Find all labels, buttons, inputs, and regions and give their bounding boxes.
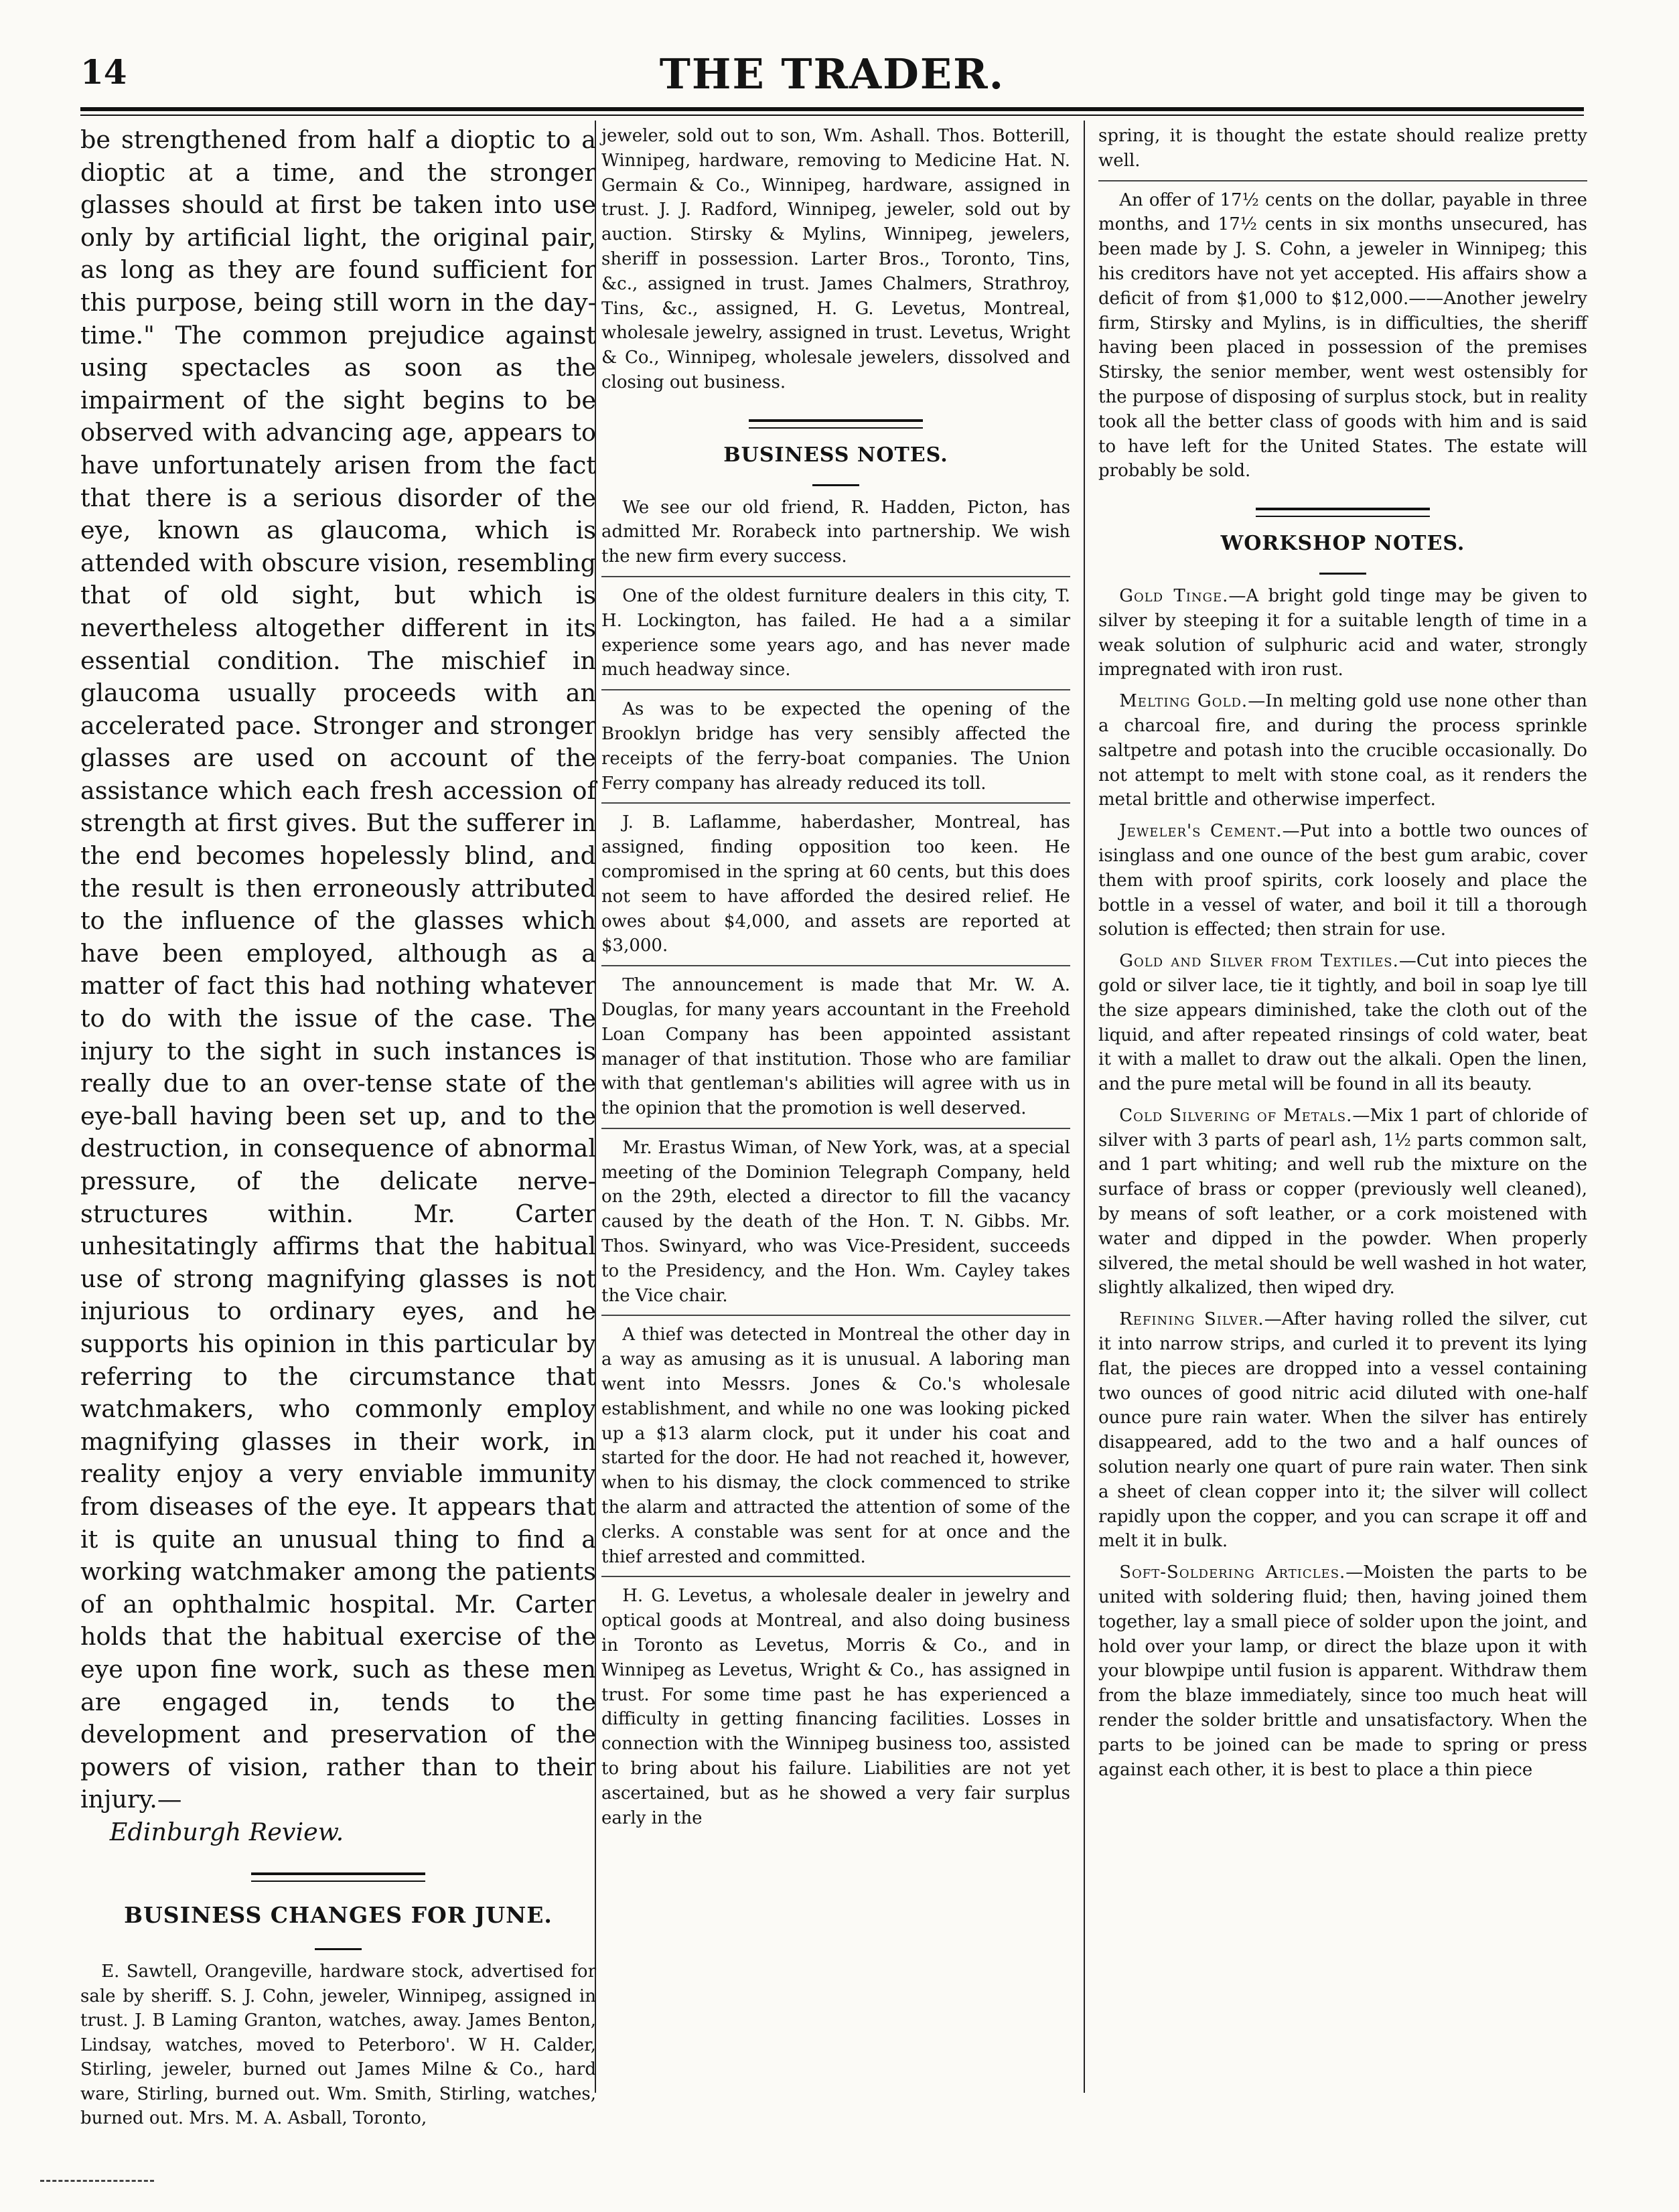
item-body: —Put into a bottle two ounces of isinglass and one ounce of the best gum arabic, cover them with proof spirits, cork loosely and place the bottle in a vessel of water, and boil it till a thorough solution is effected; then strain for use. xyxy=(1098,821,1588,940)
item-title: Soft-Soldering Articles. xyxy=(1119,1562,1346,1583)
item-separator xyxy=(601,965,1070,966)
item-separator xyxy=(601,1315,1070,1316)
column-2 xyxy=(601,124,1070,2095)
item-separator xyxy=(1098,180,1587,181)
workshop-cold-silvering xyxy=(1098,1104,1587,1301)
workshop-gold-silver-textiles xyxy=(1098,949,1587,1097)
business-changes-text: E. Sawtell, Orangeville, hardware stock, advertised for sale by sheriff. S. J. Cohn, jeweler, Winnipeg, assigned in trust. J. B Laming Granton, watches, away. James Benton, Lindsay, watches, moved to Peterboro'. W H. Calder, Stirling, jeweler, burned out James Milne & Co., hard ware, Stirling, burned out. Wm. Smith, Stirling, watches, burned out. Mrs. M. A. Asball, Toronto, xyxy=(80,1962,596,2129)
column-3 xyxy=(1098,124,1587,2095)
item-body: —A bright gold tinge may be given to silver by steeping it for a suitable length of time in a weak solution of sulphuric acid and water, strongly impregnated with iron rust. xyxy=(1098,585,1587,680)
note-laflamme: J. B. Laflamme, haberdasher, Montreal, has assigned, finding opposition too keen. He compromised in the spring at 60 cents, but this does not seem to have afforded the desired relief. He owes about $4,000, and assets are reported at $3,000. xyxy=(601,812,1070,956)
workshop-refining-silver xyxy=(1098,1307,1587,1554)
item-body: —After having rolled the silver, cut it into narrow strips, and curled it to prevent its lying flat, the pieces are dropped into a vessel containing two ounces of good nitric acid diluted with one-half ounce pure rain water. When the silver has entirely disappeared, add to the two and a half ounces of solution nearly one quart of pure rain water. Then sink a sheet of clean copper into it; the silver will collect rapidly upon the copper, and you can scrape it off and melt it in bulk. xyxy=(1098,1309,1587,1552)
footer-mark xyxy=(40,2180,154,2182)
item-title: Melting Gold. xyxy=(1119,691,1248,712)
workshop-notes-heading: WORKSHOP NOTES. xyxy=(1220,532,1465,556)
note-wiman: Mr. Erastus Wiman, of New York, was, at a special meeting of the Dominion Telegraph Company, held on the 29th, elected a director to fill the vacancy caused by the death of the Hon. T. N. Gibbs. Mr. Thos. Swinyard, who was Vice-President, succeeds to the Presidency, and the Hon. Wm. Cayley takes the Vice chair. xyxy=(601,1137,1070,1306)
page-header xyxy=(80,47,1584,107)
item-title: Cold Silvering of Metals. xyxy=(1119,1105,1353,1126)
item-body: —Moisten the parts to be united with soldering fluid; then, having joined them together, lay a small piece of solder upon the joint, and hold over your lamp, or direct the blaze upon it with your blowpipe until fusion is apparent. Withdraw them from the blaze immediately, since too much heat will render the solder brittle and unsatisfactory. When the parts to be joined can be made to spring or press against each other, it is best to place a thin piece xyxy=(1098,1562,1587,1780)
note-hadden: We see our old friend, R. Hadden, Picton, has admitted Mr. Rorabeck into partnership. We wish the new firm every success. xyxy=(601,497,1070,567)
workshop-soft-soldering xyxy=(1098,1560,1587,1782)
workshop-gold-tinge xyxy=(1098,584,1587,682)
column-divider-2 xyxy=(1084,121,1085,2093)
item-title: Gold Tinge. xyxy=(1119,585,1229,606)
header-rule xyxy=(80,107,1584,111)
article-source: Edinburgh Review. xyxy=(109,1817,344,1846)
item-separator xyxy=(601,1128,1070,1129)
item-body: —Cut into pieces the gold or silver lace, tie it tightly, and boil in soap lye till the size appears diminished, take the cloth out of the liquid, and after repeated rinsings of cold water, beat it with a mallet to draw out the alkali. Open the linen, and the pure metal will be found in all its beauty. xyxy=(1098,951,1587,1095)
section-divider xyxy=(1256,508,1430,517)
note-brooklyn-bridge: As was to be expected the opening of the Brooklyn bridge has very sensibly affected the receipts of the ferry-boat companies. The Union Ferry company has already reduced its toll. xyxy=(601,699,1070,794)
header-rule-thin xyxy=(80,115,1584,116)
workshop-jewelers-cement xyxy=(1098,819,1587,942)
note-cohn: An offer of 17½ cents on the dollar, payable in three months, and 17½ cents in six months unsecured, has been made by J. S. Cohn, a jeweler in Winnipeg; this his creditors have not yet accepted. His affairs show a deficit of from $1,000 to $12,000.——Another jewelry firm, Stirsky and Mylins, is in difficulties, the sheriff having been placed in possession of the premises Stirsky, the senior member, went west ostensibly for the purpose of disposing of surplus stock, but in reality took all the better class of goods with him and is said to have left for the United States. The estate will probably be sold. xyxy=(1098,190,1587,482)
item-title: Jeweler's Cement. xyxy=(1119,821,1283,842)
article-glasses-text: be strengthened from half a dioptic to a dioptic at a time, and the stronger glasses should at first be taken into use only by artificial light, the original pair, as long as they are found sufficient for this purpose, being still worn in the day-time." The common prejudice against using spectacles as soon as the impairment of the sight begins to be observed with advancing age, appears to have unfortunately arisen from the fact that there is a serious disorder of the eye, known as glaucoma, which is attended with obscure vision, resembling that of old sight, but which is nevertheless altogether different in its essential condition. The mischief in glaucoma usually proceeds with an accelerated pace. Stronger and stronger glasses are used on account of the assistance which each fresh accession of strength at first gives. But the sufferer in the end becomes hopelessly blind, and the result is then erroneously attributed to the influence of the glasses which have been employed, although as a matter of fact this had nothing whatever to do with the issue of the case. The injury to the sight in such instances is really due to an over-tense state of the eye-ball having been set up, and to the destruction, in consequence of abnormal pressure, of the delicate nerve-structures within. Mr. Carter unhesitatingly affirms that the habitual use of strong magnifying glasses is not injurious to ordinary eyes, and he supports his opinion in this particular by referring to the circumstance that watchmakers, who commonly employ magnifying glasses in their work, in reality enjoy a very enviable immunity from diseases of the eye. It appears that it is quite an unusual thing to find a working watchmaker among the patients of an ophthalmic hospital. Mr. Carter holds that the habitual exercise of the eye upon fine work, such as these men are engaged in, tends to the development and preservation of the powers of vision, rather than to their injury.— xyxy=(80,125,596,1814)
item-title: Gold and Silver from Textiles. xyxy=(1119,951,1399,972)
note-douglas: The announcement is made that Mr. W. A. Douglas, for many years accountant in the Freehold Loan Company has been appointed assistant manager of that institution. Those who are familiar with that gentleman's abilities will agree with us in the opinion that the promotion is well deserved. xyxy=(601,975,1070,1119)
heading-rule xyxy=(812,484,859,486)
note-lockington: One of the oldest furniture dealers in this city, T. H. Lockington, has failed. He had a a similar experience some years ago, and has never made much headway since. xyxy=(601,585,1070,680)
column-1 xyxy=(80,124,596,2129)
business-changes-continued: jeweler, sold out to son, Wm. Ashall. Thos. Botterill, Winnipeg, hardware, removing to Medicine Hat. N. Germain & Co., Winnipeg, hardware, assigned in trust. J. J. Radford, Winnipeg, jeweler, sold out by auction. Stirsky & Mylins, Winnipeg, jewelers, sheriff in possession. Larter Bros., Toronto, Tins, &c., assigned in trust. James Chalmers, Strathroy, Tins, &c., assigned, H. G. Levetus, Montreal, wholesale jewelry, assigned in trust. Levetus, Wright & Co., Winnipeg, wholesale jewelers, dissolved and closing out business. xyxy=(601,126,1070,392)
item-body: —In melting gold use none other than a charcoal fire, and during the process sprinkle saltpetre and potash into the crucible occasionally. Do not attempt to melt with stone coal, as it renders the metal brittle and otherwise imperfect. xyxy=(1098,691,1587,810)
section-divider xyxy=(251,1872,425,1882)
newspaper-title: THE TRADER. xyxy=(659,50,1005,98)
workshop-melting-gold xyxy=(1098,689,1587,812)
section-divider xyxy=(749,419,923,429)
business-changes-heading: BUSINESS CHANGES FOR JUNE. xyxy=(124,1902,553,1929)
business-notes-heading: BUSINESS NOTES. xyxy=(723,443,948,467)
item-title: Refining Silver. xyxy=(1119,1309,1264,1330)
heading-rule xyxy=(1319,573,1366,575)
item-separator xyxy=(601,1576,1070,1577)
item-separator xyxy=(601,689,1070,690)
note-levetus: H. G. Levetus, a wholesale dealer in jewelry and optical goods at Montreal, and also doing business in Toronto as Levetus, Morris & Co., and in Winnipeg as Levetus, Wright & Co., has assigned in trust. For some time past he has experienced a difficulty in getting financing facilities. Losses in connection with the Winnipeg business too, assisted to bring about his failure. Liabilities are not yet ascertained, but as he showed a very fair surplus early in the xyxy=(601,1586,1070,1828)
item-body: —Mix 1 part of chloride of silver with 3 parts of pearl ash, 1½ parts common salt, and 1 part whiting; and well rub the mixture on the surface of brass or copper (previously well cleaned), by means of soft leather, or a cork moistened with water and dipped in the powder. When properly silvered, the metal should be well washed in hot water, slightly alkalized, then wiped dry. xyxy=(1098,1105,1588,1299)
item-separator xyxy=(601,802,1070,804)
note-thief: A thief was detected in Montreal the other day in a way as amusing as it is unusual. A laboring man went into Messrs. Jones & Co.'s wholesale establishment, and while no one was looking picked up a $13 alarm clock, put it under his coat and started for the door. He had not reached it, however, when to his dismay, the clock commenced to strike the alarm and attracted the attention of some of the clerks. A constable was sent for at once and the thief arrested and committed. xyxy=(601,1325,1070,1567)
item-separator xyxy=(601,576,1070,577)
note-levetus-continued: spring, it is thought the estate should realize pretty well. xyxy=(1098,126,1587,171)
heading-rule xyxy=(315,1948,362,1950)
page-number: 14 xyxy=(80,52,127,92)
